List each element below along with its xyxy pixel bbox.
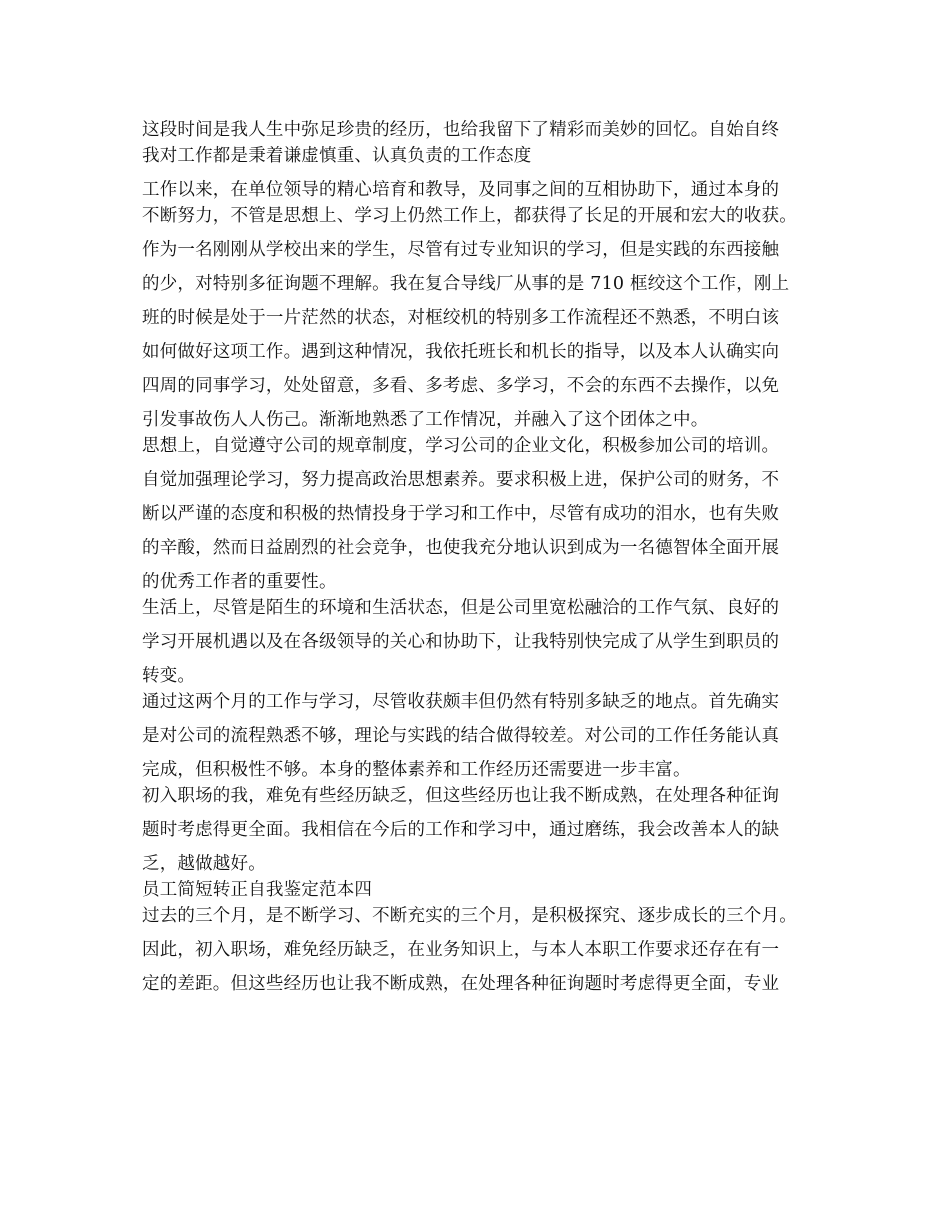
text-line: 引发事故伤人人伤己。渐渐地熟悉了工作情况，并融入了这个团体之中。: [142, 410, 709, 430]
text-line: 转变。: [142, 666, 196, 686]
text-line: 不断努力，不管是思想上、学习上仍然工作上，都获得了长足的开展和宏大的收获。: [142, 206, 797, 226]
text-line: 如何做好这项工作。遇到这种情况，我依托班长和机长的指导，以及本人认确实向: [142, 342, 780, 362]
text-line: 完成，但积极性不够。本身的整体素养和工作经历还需要进一步丰富。: [142, 760, 691, 780]
text-line: 工作以来，在单位领导的精心培育和教导，及同事之间的互相协助下，通过本身的: [142, 180, 780, 200]
text-line: 的优秀工作者的重要性。: [142, 572, 337, 592]
text-line: 断以严谨的态度和积极的热情投身于学习和工作中，尽管有成功的泪水，也有失败: [142, 504, 780, 524]
text-line: 是对公司的流程熟悉不够，理论与实践的结合做得较差。对公司的工作任务能认真: [142, 726, 780, 746]
text-line: 因此，初入职场，难免经历缺乏，在业务知识上，与本人本职工作要求还存在有一: [142, 940, 780, 960]
text-line: 初入职场的我，难免有些经历缺乏，但这些经历也让我不断成熟，在处理各种征询: [142, 786, 780, 806]
text-line: 过去的三个月，是不断学习、不断充实的三个月，是积极探究、逐步成长的三个月。: [142, 906, 797, 926]
text-line: 作为一名刚刚从学校出来的学生，尽管有过专业知识的学习，但是实践的东西接触: [142, 240, 780, 260]
text-line: 乏，越做越好。: [142, 854, 266, 874]
text-line: 定的差距。但这些经历也让我不断成熟，在处理各种征询题时考虑得更全面，专业: [142, 974, 780, 994]
text-line: 生活上，尽管是陌生的环境和生活状态，但是公司里宽松融洽的工作气氛、良好的: [142, 598, 780, 618]
text-line: 通过这两个月的工作与学习，尽管收获颇丰但仍然有特别多缺乏的地点。首先确实: [142, 692, 780, 712]
document-body: [142, 117, 832, 1005]
text-line: 思想上，自觉遵守公司的规章制度，学习公司的企业文化，积极参加公司的培训。: [142, 436, 780, 456]
text-line: 的少，对特别多征询题不理解。我在复合导线厂从事的是 710 框绞这个工作，刚上: [142, 274, 790, 294]
text-line: 这段时间是我人生中弥足珍贵的经历，也给我留下了精彩而美妙的回忆。自始自终: [142, 120, 780, 140]
text-line: 题时考虑得更全面。我相信在今后的工作和学习中，通过磨练，我会改善本人的缺: [142, 820, 780, 840]
section-heading: 员工简短转正自我鉴定范本四: [142, 880, 373, 900]
text-line: 的辛酸，然而日益剧烈的社会竞争，也使我充分地认识到成为一名德智体全面开展: [142, 538, 780, 558]
text-line: 自觉加强理论学习，努力提高政治思想素养。要求积极上进，保护公司的财务，不: [142, 470, 780, 490]
text-line: 学习开展机遇以及在各级领导的关心和协助下，让我特别快完成了从学生到职员的: [142, 632, 780, 652]
text-line: 四周的同事学习，处处留意，多看、多考虑、多学习，不会的东西不去操作，以免: [142, 376, 780, 396]
text-line: 我对工作都是秉着谦虚慎重、认真负责的工作态度: [142, 146, 532, 166]
text-line: 班的时候是处于一片茫然的状态，对框绞机的特别多工作流程还不熟悉，不明白该: [142, 308, 780, 328]
